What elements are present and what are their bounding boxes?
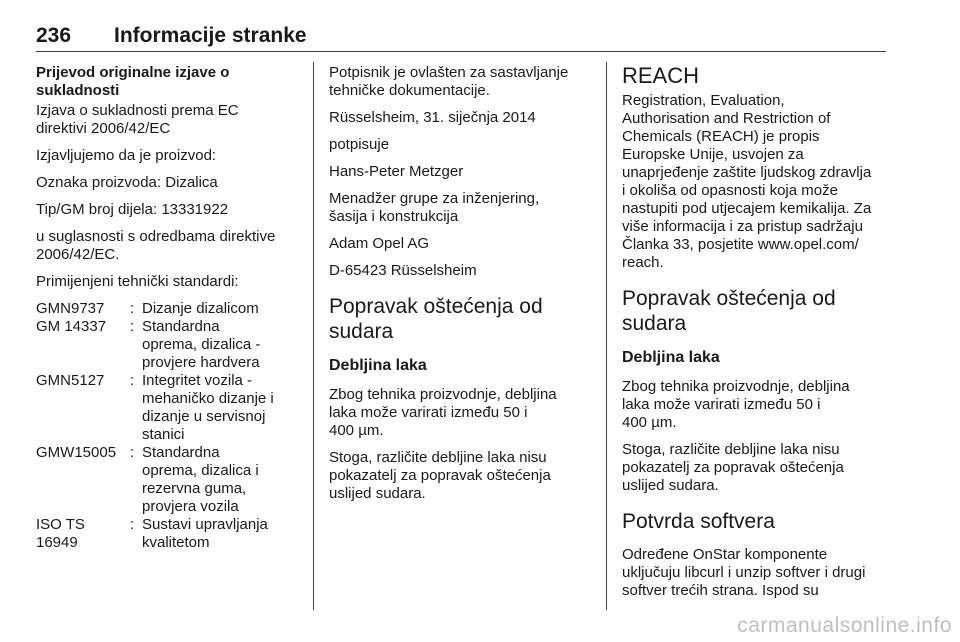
header-rule (36, 51, 886, 52)
software-text: Određene OnStar komponente uključuju libcurl i unzip softver i drugi softver trećih strana. Ispod su (622, 546, 866, 599)
declare-text: Izjavljujemo da je proizvod: (36, 147, 217, 164)
column-3 (622, 64, 892, 609)
paint-thickness-text: Zbog tehnika proizvodnje, debljina laka može varirati između 50 i 400 µm. (329, 386, 557, 439)
column-divider (606, 62, 607, 610)
standard-description: Standardna oprema, dizalica - provjere hardvera (142, 318, 261, 371)
standard-description: Sustavi upravljanja kvalitetom (142, 516, 268, 551)
declaration-heading: Prijevod originalne izjave o sukladnosti (36, 64, 230, 99)
page-number: 236 (36, 24, 72, 47)
paint-thickness-text: Zbog tehnika proizvodnje, debljina laka može varirati između 50 i 400 µm. (622, 378, 850, 431)
signed-label: potpisuje (329, 136, 390, 153)
company-address: D-65423 Rüsselsheim (329, 262, 477, 279)
signatory-text: Potpisnik je ovlašten za sastavljanje tehničke dokumentacije. (329, 64, 569, 99)
page-title: Informacije stranke (114, 24, 307, 47)
product-designation: Oznaka proizvoda: Dizalica (36, 174, 218, 191)
standard-code: GMN9737 (36, 300, 105, 317)
section-heading: Popravak oštećenja od sudara (329, 295, 543, 343)
standard-description: Integritet vozila - mehaničko dizanje i dizanje u servisnoj stanici (142, 372, 274, 443)
part-number: Tip/GM broj dijela: 13331922 (36, 201, 229, 218)
standards-intro: Primijenjeni tehnički standardi: (36, 273, 239, 290)
software-heading: Potvrda softvera (622, 510, 775, 533)
standard-code: GMN5127 (36, 372, 105, 389)
column-2 (329, 64, 594, 512)
column-divider (313, 62, 314, 610)
standard-code: GMW15005 (36, 444, 117, 461)
place-date: Rüsselsheim, 31. siječnja 2014 (329, 109, 536, 126)
reach-heading: REACH (622, 63, 700, 88)
page-header (36, 24, 886, 50)
standard-description: Standardna oprema, dizalica i rezervna guma, provjera vozila (142, 444, 259, 515)
standard-separator: : (130, 516, 135, 533)
company-name: Adam Opel AG (329, 235, 430, 252)
standard-separator: : (130, 318, 135, 335)
standard-separator: : (130, 444, 135, 461)
subsection-heading: Debljina laka (622, 349, 720, 366)
subsection-heading: Debljina laka (329, 357, 427, 374)
standards-table (36, 300, 306, 552)
standard-separator: : (130, 372, 135, 389)
standard-description: Dizanje dizalicom (142, 300, 259, 317)
reach-text: Registration, Evaluation, Authorisation and Restriction of Chemicals (REACH) je propis Europske Unije, usvojen za unaprjeđenje zaštite ljudskog zdravlja i okoliša od opasnosti koja može nastupiti pod utjecajem kemikalija. Za više informacija i za pristup sadržaju Članka 33, posjetite www.opel.com/ reach. (622, 92, 872, 271)
standard-separator: : (130, 300, 135, 317)
signatory-name: Hans-Peter Metzger (329, 163, 464, 180)
paint-indicator-text: Stoga, različite debljine laka nisu pokazatelj za popravak oštećenja uslijed sudara. (329, 449, 551, 502)
watermark: carmanualsonline.info (737, 614, 952, 637)
standard-code: ISO TS 16949 (36, 516, 85, 551)
declaration-intro: Izjava o sukladnosti prema EC direktivi 2006/42/EC (36, 102, 239, 137)
signatory-role: Menadžer grupe za inženjering, šasija i konstrukcija (329, 190, 540, 225)
section-heading: Popravak oštećenja od sudara (622, 287, 836, 335)
standard-code: GM 14337 (36, 318, 107, 335)
compliance-text: u suglasnosti s odredbama direktive 2006/42/EC. (36, 228, 276, 263)
column-1 (36, 64, 306, 552)
paint-indicator-text: Stoga, različite debljine laka nisu pokazatelj za popravak oštećenja uslijed sudara. (622, 441, 844, 494)
